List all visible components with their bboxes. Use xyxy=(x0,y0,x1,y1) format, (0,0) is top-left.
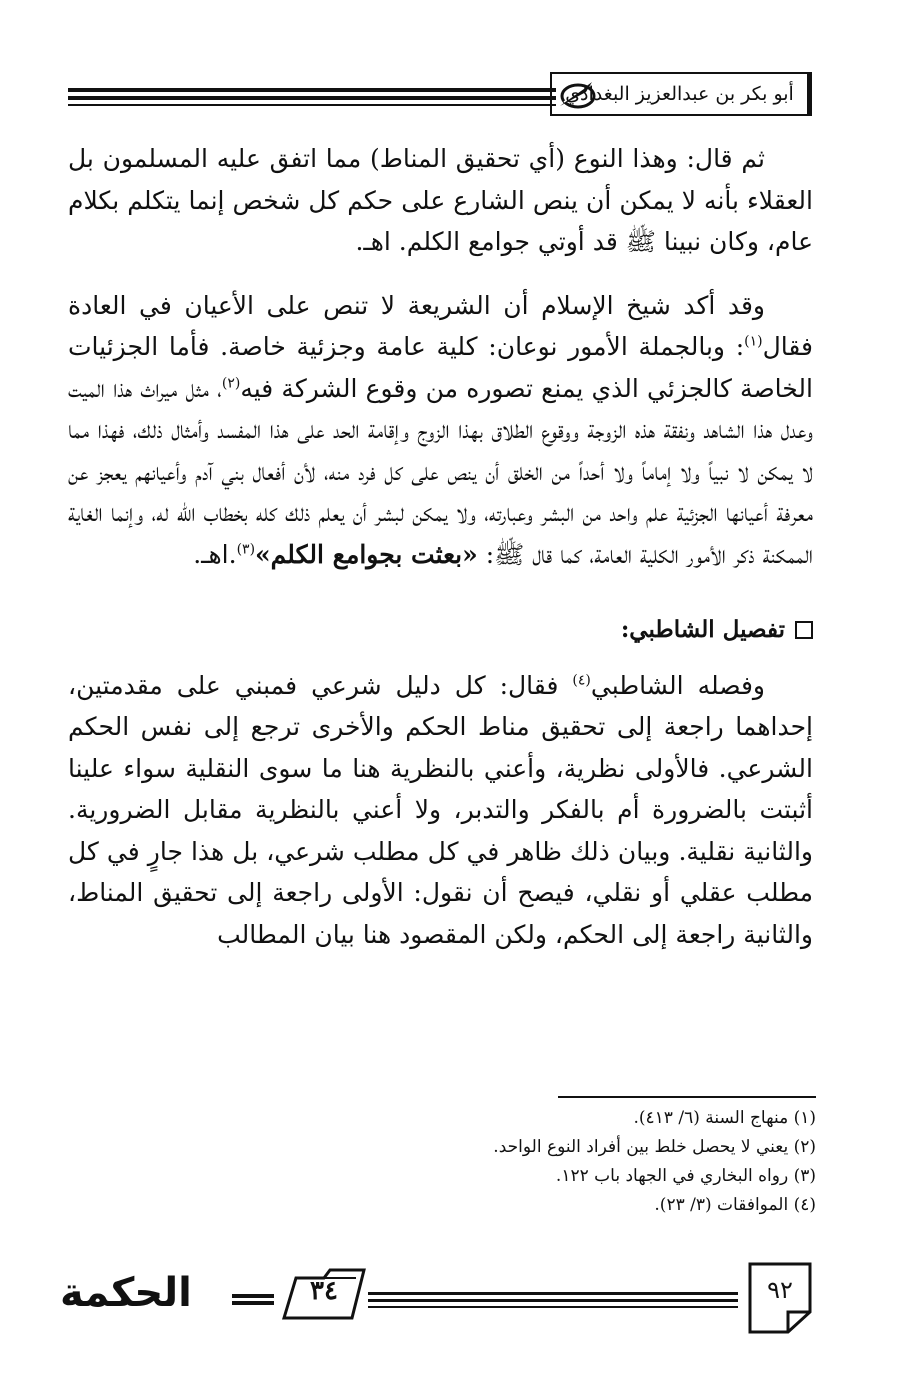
chapter-number: ٣٤ xyxy=(310,1276,338,1306)
square-bullet-icon xyxy=(795,621,813,639)
paragraph xyxy=(68,285,813,576)
equals-ornament-icon xyxy=(232,1292,274,1306)
publisher-logo: الحكمة xyxy=(60,1270,192,1316)
page-number-box xyxy=(748,1262,812,1334)
paragraph: ثم قال: وهذا النوع (أي تحقيق المناط) مما اتفق عليه المسلمون بل العقلاء بأنه لا يمكن أن ينص الشارع على حكم كل شخص إنما يتكلم بكلام عام، وكان نبينا ﷺ قد أوتي جوامع الكلم. اهـ. xyxy=(68,144,813,256)
text-run: فقال: كل دليل شرعي فمبني على مقدمتين، إحداهما راجعة إلى تحقيق مناط الحكم والأخرى ترجع إلى نفس الحكم الشرعي. فالأولى نظرية، وأعني بالنظرية هنا ما سوى النقلية سواء علينا أثبتت بالضرورة أم بالفكر والتدبر، ولا أعني بالنظرية مقابل الضرورية. والثانية نقلية. وبيان ذلك ظاهر في كل مطلب شرعي، بل هذا جارٍ في كل مطلب عقلي أو نقلي، فيصح أن نقول: الأولى راجعة إلى تحقيق المناط، والثانية راجعة إلى الحكم، ولكن المقصود هنا بيان المطالب xyxy=(68,670,813,949)
page-number: ٩٢ xyxy=(767,1276,793,1304)
header-rule xyxy=(68,104,556,106)
text-run: .اهـ. xyxy=(193,539,237,569)
text-run: ، مثل ميراث هذا الميت وعدل هذا الشاهد ونفقة هذه الزوجة ووقوع الطلاق بهذا الزوج وإقامة الحد على هذا المفسد وأمثال ذلك، فهذا مما لا يمكن لا نبياً ولا إماماً ولا أحداً من الخلق أن ينص على كل فرد منه، لأن أفعال بني آدم وأعيانهم يعجز عن معرفة أعيانها الجزئية علم واحد من البشر وعبارته، ولا يمكن لبشر أن يعلم ذلك كله بخطاب الله له، وإنما الغاية الممكنة ذكر الأمور الكلية العامة، كما قال ﷺ: xyxy=(68,373,813,569)
author-name: أبو بكر بن عبدالعزيز البغدادي xyxy=(565,83,794,105)
page-header xyxy=(60,64,812,124)
page-footer xyxy=(60,1262,820,1342)
footnote-ref: (٣) xyxy=(236,541,256,558)
text-run: وقد أكد شيخ الإسلام أن الشريعة لا تنص على الأعيان في العادة فقال xyxy=(68,290,813,361)
footnote-ref: (٤) xyxy=(572,672,591,689)
section-heading-text: تفصيل الشاطبي: xyxy=(620,616,785,643)
text-run: : وبالجملة الأمور نوعان: كلية عامة وجزئية خاصة. فأما الجزئيات الخاصة كالجزئي الذي يمنع تصوره من وقوع الشركة فيه xyxy=(68,332,813,403)
header-rule xyxy=(68,96,556,100)
footnotes xyxy=(300,1104,816,1220)
footer-rule xyxy=(368,1306,738,1308)
footnote-divider xyxy=(558,1096,816,1098)
section-heading xyxy=(68,609,813,651)
footnote: (٤) الموافقات (٣/ ٢٣). xyxy=(654,1195,816,1215)
text-run: وفصله الشاطبي xyxy=(590,670,765,700)
footnote: (٣) رواه البخاري في الجهاد باب ١٢٢. xyxy=(555,1166,816,1186)
main-text xyxy=(68,138,813,955)
footnote-ref: (٢) xyxy=(221,375,241,392)
header-rule xyxy=(68,88,556,92)
footer-rule xyxy=(368,1299,738,1302)
footnote: (٢) يعني لا يحصل خلط بين أفراد النوع الواحد. xyxy=(493,1137,816,1157)
paragraph xyxy=(68,665,813,956)
footer-rule xyxy=(368,1292,738,1295)
footnote: (١) منهاج السنة (٦/ ٤١٣). xyxy=(633,1108,816,1128)
hadith-quote: «بعثت بجوامع الكلم» xyxy=(255,539,478,569)
author-name-box xyxy=(550,72,812,116)
footnote-ref: (١) xyxy=(744,333,763,350)
